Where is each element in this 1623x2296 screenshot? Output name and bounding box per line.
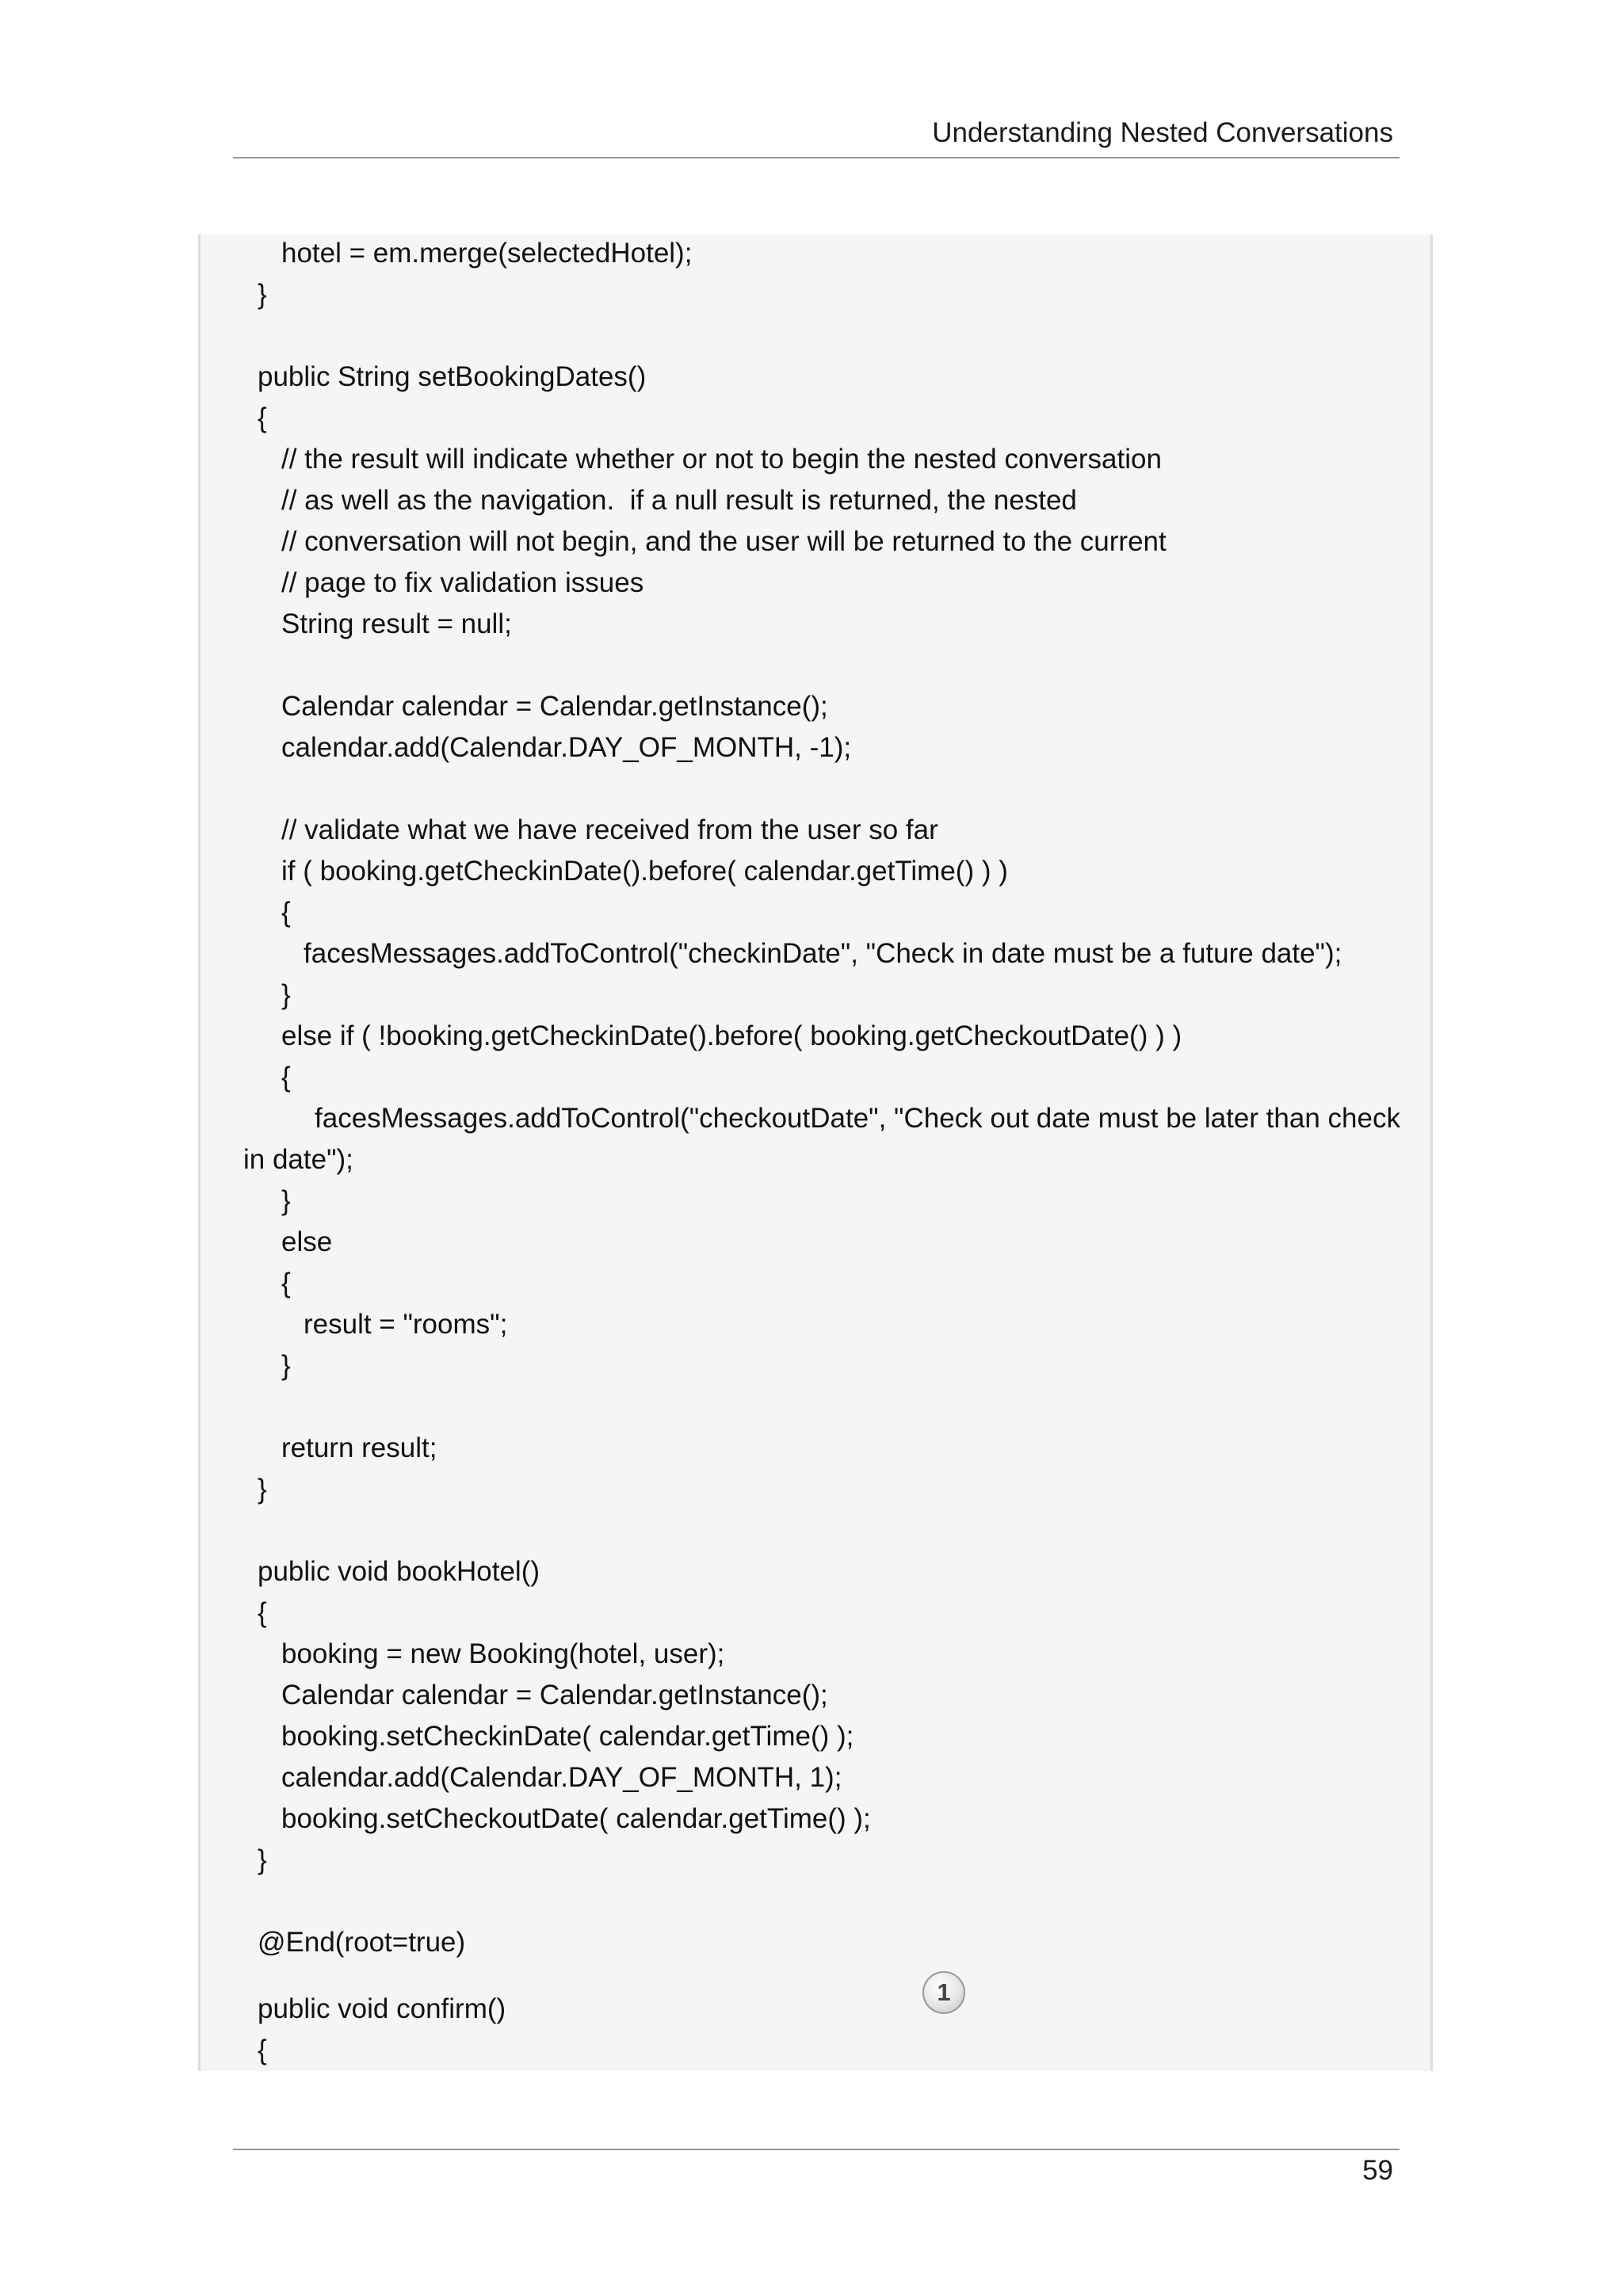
code-line: booking.setCheckinDate( calendar.getTime() ); <box>281 1721 854 1752</box>
code-line: public String setBookingDates() <box>258 361 647 392</box>
code-line: } <box>258 1474 267 1505</box>
code-line: else <box>281 1226 333 1257</box>
code-line: // the result will indicate whether or not to begin the nested conversation <box>281 444 1162 475</box>
code-line: } <box>281 1350 291 1381</box>
code-line: // conversation will not begin, and the user will be returned to the current <box>281 526 1167 557</box>
code-line: public void confirm() <box>258 1993 506 2024</box>
code-line: public void bookHotel() <box>258 1556 540 1587</box>
callout-badge: 1 <box>922 1971 965 2014</box>
code-line: { <box>281 897 291 928</box>
code-line: facesMessages.addToControl("checkinDate", "Check in date must be a future date"); <box>304 938 1342 969</box>
code-line: calendar.add(Calendar.DAY_OF_MONTH, -1); <box>281 732 852 763</box>
running-header: Understanding Nested Conversations <box>932 117 1393 148</box>
code-block <box>198 235 1433 2071</box>
code-line: // page to fix validation issues <box>281 567 644 598</box>
code-line: in date"); <box>243 1144 353 1175</box>
code-line: } <box>281 979 291 1010</box>
code-line: if ( booking.getCheckinDate().before( calendar.getTime() ) ) <box>281 856 1008 887</box>
code-line: } <box>258 279 267 310</box>
code-line: } <box>281 1185 291 1216</box>
code-line: { <box>258 402 267 433</box>
code-line: } <box>258 1844 267 1875</box>
code-line: // as well as the navigation. if a null result is returned, the nested <box>281 485 1077 516</box>
code-line: facesMessages.addToControl("checkoutDate", "Check out date must be later than check <box>315 1103 1400 1134</box>
code-line: Calendar calendar = Calendar.getInstance(); <box>281 1680 828 1711</box>
footer-rule <box>233 2149 1400 2150</box>
code-line: // validate what we have received from the user so far <box>281 814 938 845</box>
code-line: String result = null; <box>281 608 512 639</box>
code-line: { <box>281 1268 291 1299</box>
code-line: { <box>258 1597 267 1628</box>
code-line: hotel = em.merge(selectedHotel); <box>281 238 693 269</box>
page-number: 59 <box>1362 2155 1393 2186</box>
header-rule <box>233 157 1400 158</box>
code-line: result = "rooms"; <box>304 1309 508 1340</box>
code-line: calendar.add(Calendar.DAY_OF_MONTH, 1); <box>281 1762 842 1793</box>
code-line: return result; <box>281 1432 437 1463</box>
code-line: booking.setCheckoutDate( calendar.getTime() ); <box>281 1803 871 1834</box>
code-line: { <box>258 2035 267 2065</box>
code-line: booking = new Booking(hotel, user); <box>281 1638 725 1669</box>
code-line: { <box>281 1062 291 1093</box>
code-line: @End(root=true) <box>258 1927 466 1958</box>
code-line: Calendar calendar = Calendar.getInstance(); <box>281 691 828 722</box>
code-line: else if ( !booking.getCheckinDate().before( booking.getCheckoutDate() ) ) <box>281 1020 1182 1051</box>
